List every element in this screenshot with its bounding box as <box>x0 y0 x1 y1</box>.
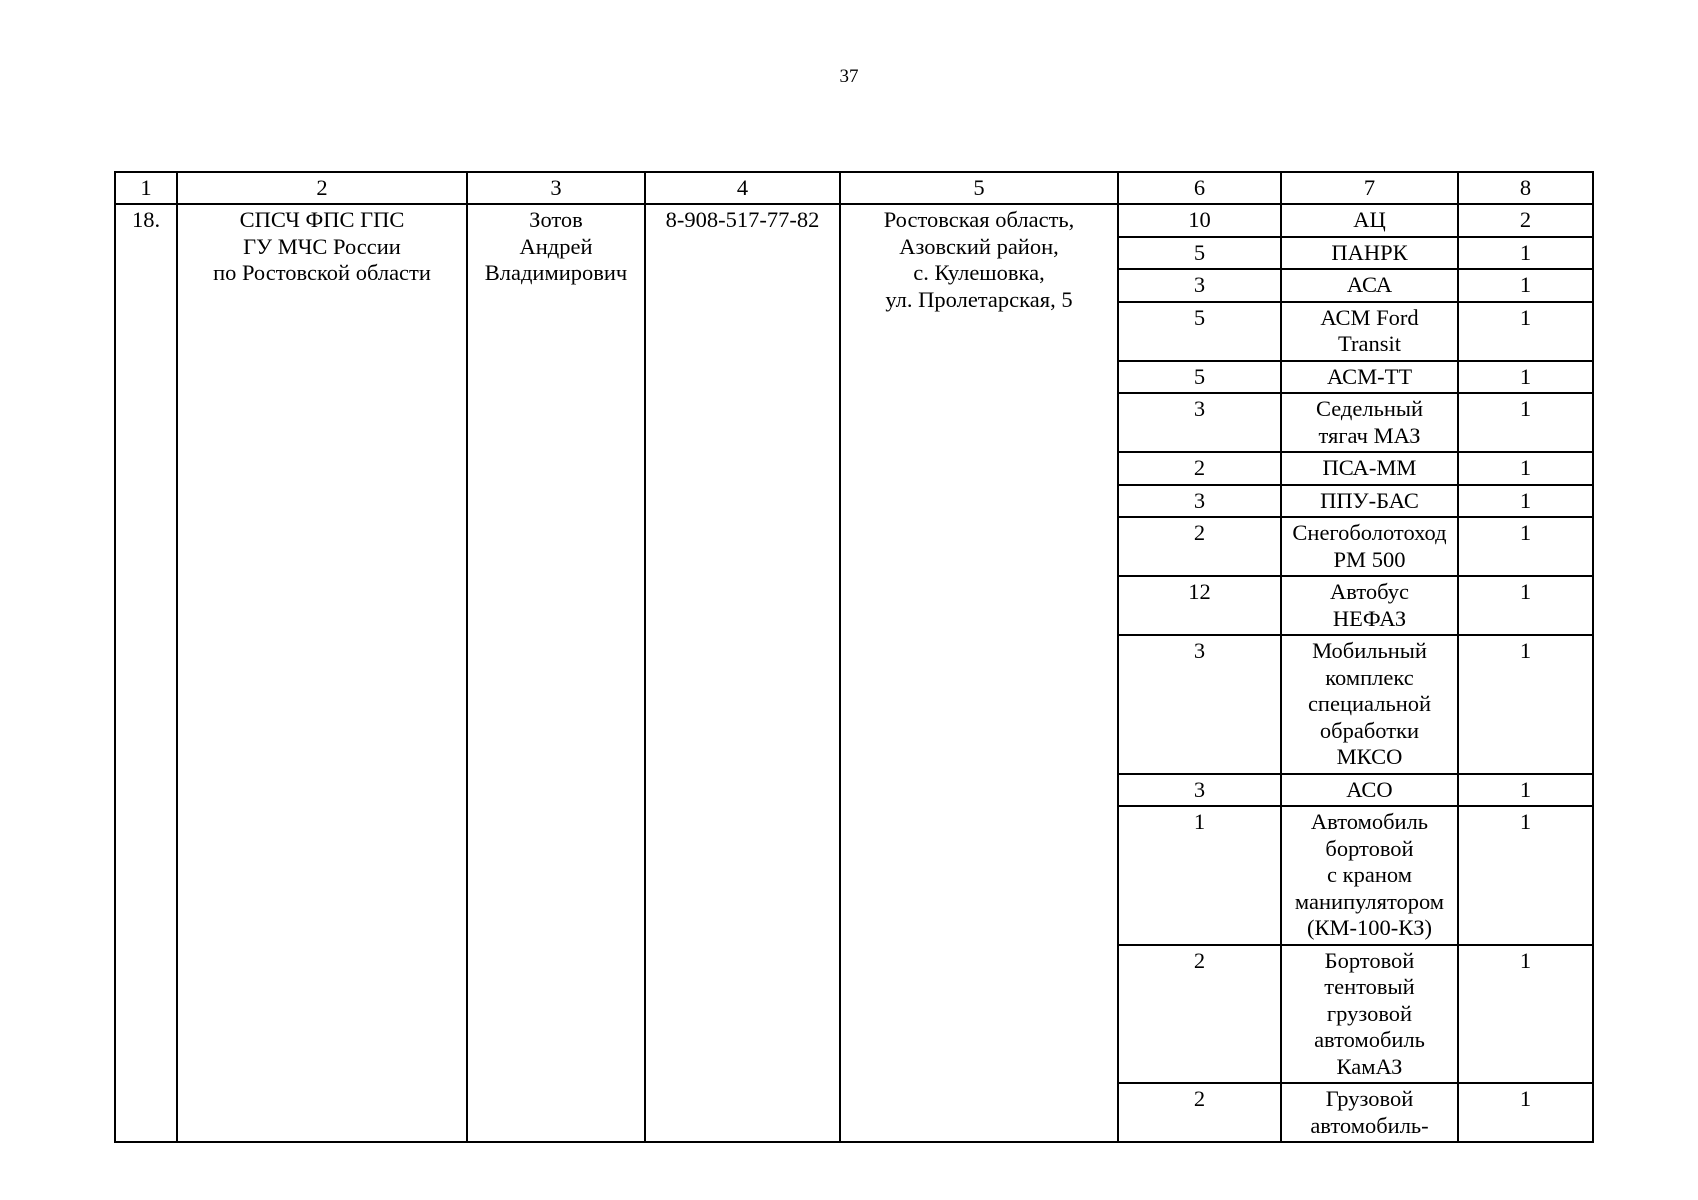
count-cell: 1 <box>1458 774 1593 807</box>
column-header: 5 <box>840 172 1118 204</box>
vehicle-name-cell: Автобус НЕФАЗ <box>1281 576 1458 635</box>
equipment-row <box>115 204 1593 237</box>
vehicle-name-cell: ППУ-БАС <box>1281 485 1458 518</box>
row-index: 18. <box>115 204 177 1142</box>
column-header: 3 <box>467 172 645 204</box>
quantity-cell: 3 <box>1118 393 1281 452</box>
count-cell: 1 <box>1458 517 1593 576</box>
count-cell: 2 <box>1458 204 1593 237</box>
quantity-cell: 5 <box>1118 237 1281 270</box>
phone-cell: 8-908-517-77-82 <box>645 204 840 1142</box>
vehicle-name-cell: АЦ <box>1281 204 1458 237</box>
vehicle-name-cell: АСО <box>1281 774 1458 807</box>
quantity-cell: 2 <box>1118 1083 1281 1142</box>
count-cell: 1 <box>1458 635 1593 774</box>
count-cell: 1 <box>1458 361 1593 394</box>
quantity-cell: 10 <box>1118 204 1281 237</box>
page-number: 37 <box>839 66 859 87</box>
vehicle-name-cell: АСМ-ТТ <box>1281 361 1458 394</box>
count-cell: 1 <box>1458 393 1593 452</box>
count-cell: 1 <box>1458 302 1593 361</box>
vehicle-name-cell: Мобильный комплекс специальной обработки МКСО <box>1281 635 1458 774</box>
vehicle-name-cell: Грузовой автомобиль- <box>1281 1083 1458 1142</box>
count-cell: 1 <box>1458 945 1593 1084</box>
quantity-cell: 3 <box>1118 635 1281 774</box>
quantity-cell: 2 <box>1118 452 1281 485</box>
vehicle-name-cell: ПСА-ММ <box>1281 452 1458 485</box>
column-header: 4 <box>645 172 840 204</box>
column-header: 8 <box>1458 172 1593 204</box>
address-cell: Ростовская область, Азовский район, с. Кулешовка, ул. Пролетарская, 5 <box>840 204 1118 1142</box>
count-cell: 1 <box>1458 1083 1593 1142</box>
quantity-cell: 1 <box>1118 806 1281 945</box>
vehicle-name-cell: Автомобиль бортовой с краном манипулятором (КМ-100-КЗ) <box>1281 806 1458 945</box>
quantity-cell: 3 <box>1118 485 1281 518</box>
count-cell: 1 <box>1458 269 1593 302</box>
quantity-cell: 3 <box>1118 269 1281 302</box>
quantity-cell: 12 <box>1118 576 1281 635</box>
count-cell: 1 <box>1458 237 1593 270</box>
header-row <box>115 172 1593 204</box>
vehicle-name-cell: АСМ Ford Transit <box>1281 302 1458 361</box>
vehicle-name-cell: АСА <box>1281 269 1458 302</box>
quantity-cell: 5 <box>1118 361 1281 394</box>
organization-cell: СПСЧ ФПС ГПС ГУ МЧС России по Ростовской области <box>177 204 467 1142</box>
count-cell: 1 <box>1458 452 1593 485</box>
column-header: 7 <box>1281 172 1458 204</box>
quantity-cell: 2 <box>1118 517 1281 576</box>
equipment-table <box>114 171 1594 1143</box>
count-cell: 1 <box>1458 576 1593 635</box>
vehicle-name-cell: ПАНРК <box>1281 237 1458 270</box>
count-cell: 1 <box>1458 485 1593 518</box>
quantity-cell: 5 <box>1118 302 1281 361</box>
person-name-cell: Зотов Андрей Владимирович <box>467 204 645 1142</box>
column-header: 6 <box>1118 172 1281 204</box>
vehicle-name-cell: Седельный тягач МАЗ <box>1281 393 1458 452</box>
count-cell: 1 <box>1458 806 1593 945</box>
quantity-cell: 2 <box>1118 945 1281 1084</box>
quantity-cell: 3 <box>1118 774 1281 807</box>
column-header: 1 <box>115 172 177 204</box>
vehicle-name-cell: Снегоболотоход РМ 500 <box>1281 517 1458 576</box>
column-header: 2 <box>177 172 467 204</box>
vehicle-name-cell: Бортовой тентовый грузовой автомобиль КамАЗ <box>1281 945 1458 1084</box>
